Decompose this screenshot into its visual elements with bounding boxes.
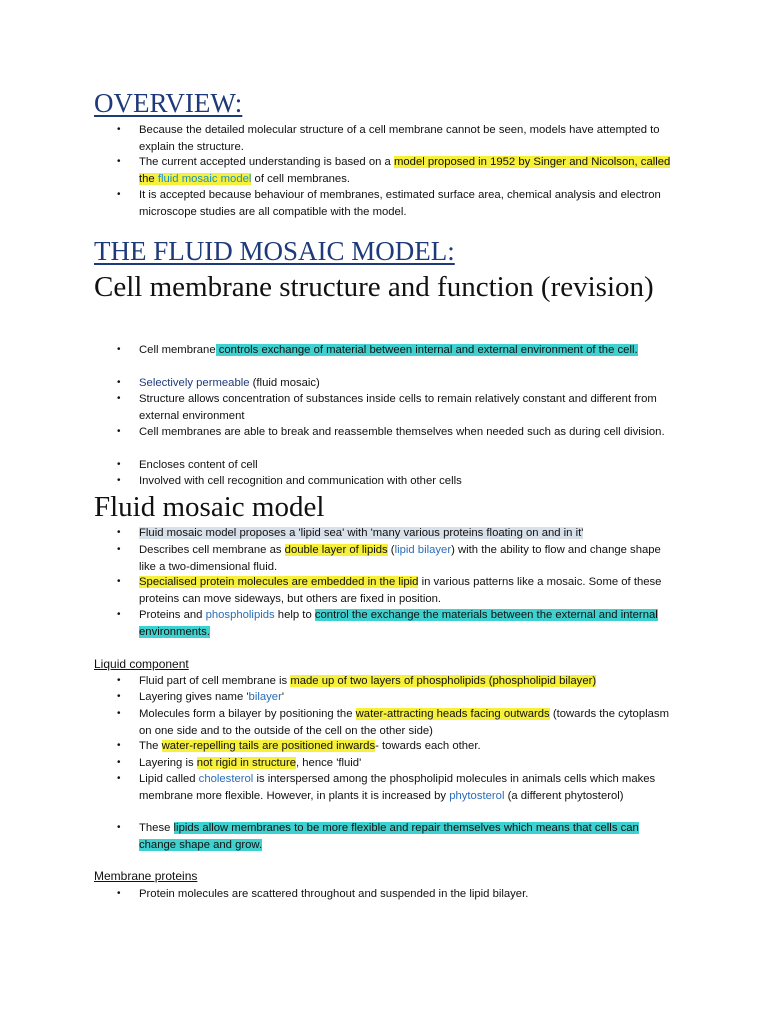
list-item: • Selectively permeable (fluid mosaic) (139, 375, 679, 392)
list-item: • It is accepted because behaviour of membranes, estimated surface area, chemical analysis and electron microscope studies are all compatible with the model. (139, 187, 679, 220)
membrane-proteins-heading: Membrane proteins (94, 869, 198, 883)
list-item: • Proteins and phospholipids help to control the exchange the materials between the external and internal environments. (139, 607, 679, 640)
list-item: • Structure allows concentration of substances inside cells to remain relatively constant and different from external environment (139, 391, 679, 424)
list-item: • Layering gives name 'bilayer' (139, 689, 679, 706)
term: phytosterol (449, 789, 505, 802)
highlight: made up of two layers of phospholipids (phospholipid bilayer) (290, 675, 597, 687)
highlight: not rigid in structure (196, 757, 296, 769)
highlight: model proposed in 1952 by Singer and Nicolson, called the (139, 156, 671, 185)
list-item: • The water-repelling tails are positioned inwards- towards each other. (139, 738, 679, 755)
highlight: double layer of lipids (284, 544, 388, 556)
list-item: • Describes cell membrane as double layer of lipids (lipid bilayer) with the ability to flow and change shape like a two-dimensional fluid. (139, 542, 679, 575)
overview-heading: OVERVIEW: (94, 88, 243, 118)
list-item: • Encloses content of cell (139, 457, 679, 474)
highlight: Specialised protein molecules are embedded in the lipid (139, 576, 419, 588)
list-item: • Cell membrane controls exchange of material between internal and external environment of the cell. (139, 342, 679, 359)
list-item: • Fluid part of cell membrane is made up of two layers of phospholipids (phospholipid bilayer) (139, 673, 679, 690)
term: bilayer (248, 691, 282, 703)
revision-subheading: Cell membrane structure and function (revision) (94, 271, 654, 303)
highlight: lipids allow membranes to be more flexible and repair themselves which means that cells can change shape and grow. (139, 822, 639, 851)
list-item: • Cell membranes are able to break and reassemble themselves when needed such as during cell division. (139, 424, 679, 441)
term: Selectively permeable (139, 377, 250, 389)
list-item: • Lipid called cholesterol is interspersed among the phospholipid molecules in animals cells which makes membrane more flexible. However, in plants it is increased by phytosterol (a different phytosterol) (139, 771, 679, 804)
highlight: water-repelling tails are positioned inwards (161, 740, 376, 752)
list-item: • Specialised protein molecules are embedded in the lipid in various patterns like a mosaic. Some of these proteins can move sideways, but others are fixed in position. (139, 574, 679, 607)
term: phospholipids (205, 609, 275, 621)
highlight: Fluid mosaic model proposes a 'lipid sea' with 'many various proteins floating on and in it' (139, 527, 584, 539)
model-heading: Fluid mosaic model (94, 491, 325, 523)
list-item: • These lipids allow membranes to be more flexible and repair themselves which means that cells can change shape and grow. (139, 820, 679, 853)
list-item: • Protein molecules are scattered throughout and suspended in the lipid bilayer. (139, 886, 679, 903)
term: cholesterol (198, 773, 254, 785)
list-item: • Layering is not rigid in structure, hence 'fluid' (139, 755, 679, 772)
highlight: water-attracting heads facing outwards (355, 708, 550, 720)
term: lipid bilayer (394, 544, 452, 556)
highlight: controls exchange of material between internal and external environment of the cell. (215, 344, 638, 356)
liquid-component-heading: Liquid component (94, 657, 189, 671)
list-item: • The current accepted understanding is based on a model proposed in 1952 by Singer and Nicolson, called the fluid mosaic model of cell membranes. (139, 154, 679, 187)
list-item: • Involved with cell recognition and communication with other cells (139, 473, 679, 490)
list-item (139, 525, 679, 542)
fluid-mosaic-heading: THE FLUID MOSAIC MODEL: (94, 236, 455, 266)
highlight: control the exchange the materials between the external and internal environments. (139, 609, 658, 638)
highlight-term: fluid mosaic model (157, 172, 252, 185)
list-item: • Molecules form a bilayer by positioning the water-attracting heads facing outwards (towards the cytoplasm on one side and to the outside of the cell on the other side) (139, 706, 679, 739)
list-item: • Because the detailed molecular structure of a cell membrane cannot be seen, models have attempted to explain the structure. (139, 122, 679, 155)
